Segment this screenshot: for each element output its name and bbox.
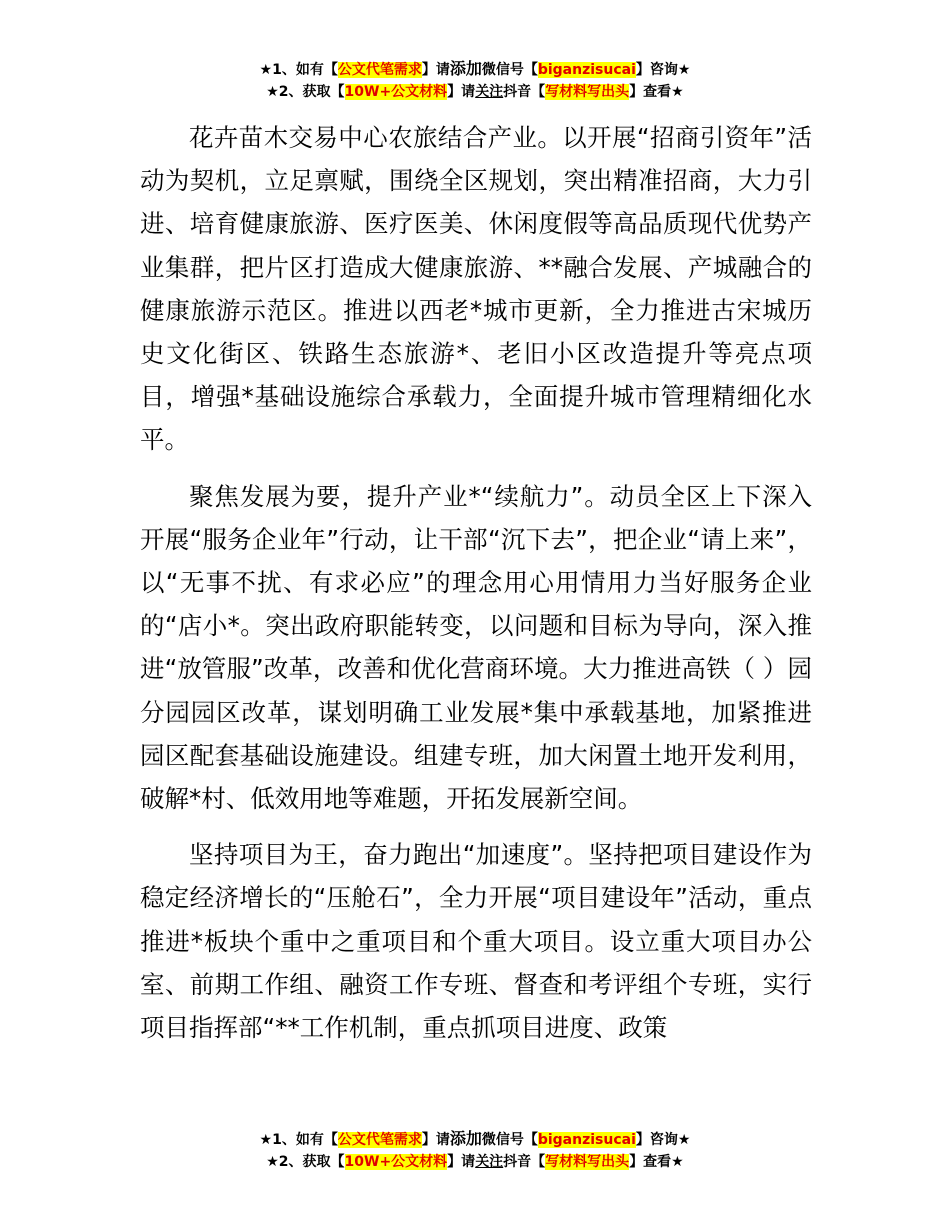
footer-highlight-materials: 10W+公文材料 bbox=[344, 1154, 448, 1170]
header-line-1: ★1、如有【公文代笔需求】请添加微信号【biganzisucai】咨询★ bbox=[259, 59, 691, 78]
header-highlight-materials: 10W+公文材料 bbox=[344, 84, 448, 100]
footer-line-1: ★1、如有【公文代笔需求】请添加微信号【biganzisucai】咨询★ bbox=[259, 1129, 691, 1148]
footer-highlight-douyin: 写材料写出头 bbox=[545, 1154, 630, 1170]
paragraph: 花卉苗木交易中心农旅结合产业。以开展“招商引资年”活动为契机，立足禀赋，围绕全区规划，突出精准招商，大力引进、培育健康旅游、医疗医美、休闲度假等高品质现代优势产业集群，把片区打造成大健康旅游、**融合发展、产城融合的健康旅游示范区。推进以西老*城市更新，全力推进古宋城历史文化街区、铁路生态旅游*、老旧小区改造提升等亮点项目，增强*基础设施综合承载力，全面提升城市管理精细化水平。 bbox=[140, 123, 812, 455]
paragraph: 聚焦发展为要，提升产业*“续航力”。动员全区上下深入开展“服务企业年”行动，让干部“沉下去”，把企业“请上来”，以“无事不扰、有求必应”的理念用心用情用力当好服务企业的“店小*。突出政府职能转变，以问题和目标为导向，深入推进“放管服”改革，改善和优化营商环境。大力推进高铁（ ）园分园园区改革，谋划明确工业发展*集中承载基地，加紧推进园区配套基础设施建设。组建专班，加大闲置土地开发利用，破解*村、低效用地等难题，开拓发展新空间。 bbox=[140, 481, 812, 814]
footer-highlight-wechat: biganzisucai bbox=[537, 1132, 636, 1148]
document-body bbox=[140, 116, 812, 1062]
header-highlight-service: 公文代笔需求 bbox=[337, 62, 422, 78]
header-line-2: ★2、获取【10W+公文材料】请关注抖音【写材料写出头】查看★ bbox=[266, 84, 684, 100]
header-highlight-douyin: 写材料写出头 bbox=[545, 84, 630, 100]
footer-banner bbox=[0, 1128, 950, 1173]
footer-line-2: ★2、获取【10W+公文材料】请关注抖音【写材料写出头】查看★ bbox=[266, 1154, 684, 1170]
footer-highlight-service: 公文代笔需求 bbox=[337, 1132, 422, 1148]
paragraph: 坚持项目为王，奋力跑出“加速度”。坚持把项目建设作为稳定经济增长的“压舱石”，全力开展“项目建设年”活动，重点推进*板块个重中之重项目和个重大项目。设立重大项目办公室、前期工作组、融资工作专班、督查和考评组个专班，实行项目指挥部“**工作机制，重点抓项目进度、政策 bbox=[140, 840, 812, 1043]
header-banner bbox=[0, 58, 950, 103]
header-highlight-wechat: biganzisucai bbox=[537, 62, 636, 78]
